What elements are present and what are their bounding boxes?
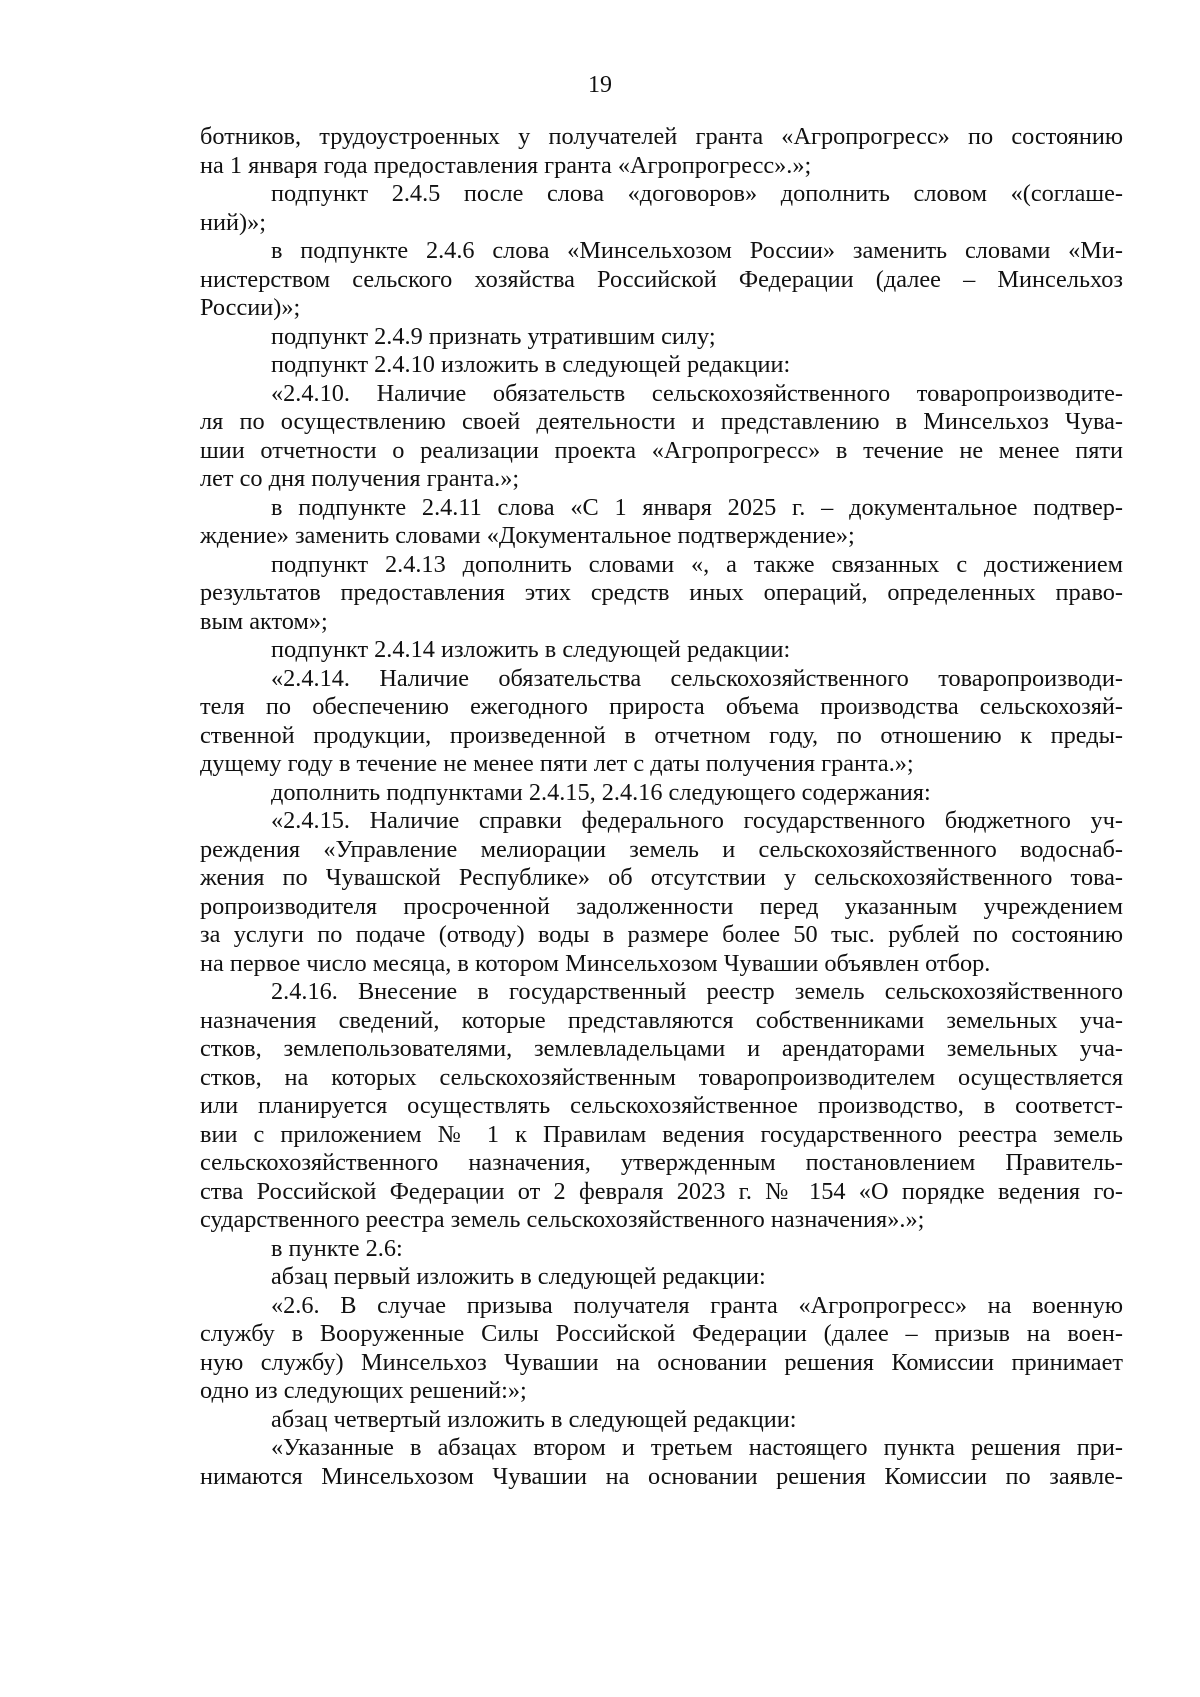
- text-line: «2.4.10. Наличие обязательств сельскохозяйственного товаропроизводите-: [271, 379, 1123, 407]
- text-line: ропроизводителя просроченной задолженности перед указанным учреждением: [200, 892, 1123, 920]
- text-line: назначения сведений, которые представляются собственниками земельных уча-: [200, 1006, 1123, 1034]
- text-line: абзац первый изложить в следующей редакции:: [271, 1263, 766, 1290]
- text-line: реждения «Управление мелиорации земель и сельскохозяйственного водоснаб-: [200, 835, 1123, 863]
- text-line: дущему году в течение не менее пяти лет с даты получения гранта.»;: [200, 750, 914, 777]
- text-line: «2.6. В случае призыва получателя гранта «Агропрогресс» на военную: [271, 1291, 1123, 1319]
- text-line: России)»;: [200, 294, 301, 321]
- text-line: лет со дня получения гранта.»;: [200, 465, 520, 492]
- text-line: на 1 января года предоставления гранта «Агропрогресс».»;: [200, 151, 812, 179]
- text-line: абзац четвертый изложить в следующей редакции:: [271, 1405, 797, 1433]
- text-line: ственной продукции, произведенной в отчетном году, по отношению к преды-: [200, 721, 1123, 749]
- text-line: подпункт 2.4.10 изложить в следующей редакции:: [271, 351, 791, 378]
- text-line: ля по осуществлению своей деятельности и представлению в Минсельхоз Чува-: [200, 408, 1123, 435]
- text-line: одно из следующих решений:»;: [200, 1377, 527, 1404]
- text-line: в подпункте 2.4.11 слова «С 1 января 2025 г. – документальное подтвер-: [271, 493, 1123, 521]
- text-line: стков, на которых сельскохозяйственным товаропроизводителем осуществляется: [200, 1063, 1123, 1091]
- text-line: или планируется осуществлять сельскохозяйственное производство, в соответст-: [200, 1092, 1123, 1119]
- text-line: шии отчетности о реализации проекта «Агропрогресс» в течение не менее пяти: [200, 436, 1123, 464]
- text-line: в пункте 2.6:: [271, 1234, 403, 1262]
- text-line: результатов предоставления этих средств иных операций, определенных право-: [200, 579, 1123, 606]
- text-line: жения по Чувашской Республике» об отсутствии у сельскохозяйственного това-: [200, 864, 1123, 891]
- text-line: ную службу) Минсельхоз Чувашии на основании решения Комиссии принимает: [200, 1348, 1123, 1376]
- text-line: на первое число месяца, в котором Минсельхозом Чувашии объявлен отбор.: [200, 949, 991, 977]
- text-line: «Указанные в абзацах втором и третьем настоящего пункта решения при-: [271, 1434, 1123, 1461]
- text-line: нимаются Минсельхозом Чувашии на основании решения Комиссии по заявле-: [200, 1462, 1123, 1490]
- text-line: ждение» заменить словами «Документальное подтверждение»;: [200, 522, 855, 549]
- page-number: 19: [588, 72, 612, 98]
- text-line: ства Российской Федерации от 2 февраля 2023 г. № 154 «О порядке ведения го-: [200, 1177, 1123, 1205]
- text-line: вии с приложением № 1 к Правилам ведения государственного реестра земель: [200, 1120, 1123, 1148]
- text-line: 2.4.16. Внесение в государственный реестр земель сельскохозяйственного: [271, 978, 1123, 1005]
- text-line: вым актом»;: [200, 607, 328, 635]
- text-line: «2.4.14. Наличие обязательства сельскохозяйственного товаропроизводи-: [271, 664, 1123, 692]
- text-line: нистерством сельского хозяйства Российской Федерации (далее – Минсельхоз: [200, 265, 1123, 293]
- text-line: за услуги по подаче (отводу) воды в размере более 50 тыс. рублей по состоянию: [200, 921, 1123, 948]
- text-line: ботников, трудоустроенных у получателей гранта «Агропрогресс» по состоянию: [200, 123, 1123, 150]
- text-line: службу в Вооруженные Силы Российской Федерации (далее – призыв на воен-: [200, 1320, 1123, 1347]
- text-line: подпункт 2.4.9 признать утратившим силу;: [271, 322, 716, 350]
- text-line: сударственного реестра земель сельскохозяйственного назначения».»;: [200, 1206, 925, 1233]
- text-line: теля по обеспечению ежегодного прироста объема производства сельскохозяй-: [200, 693, 1123, 720]
- text-line: стков, землепользователями, землевладельцами и арендаторами земельных уча-: [200, 1035, 1123, 1062]
- document-body: [200, 123, 1123, 1491]
- text-line: подпункт 2.4.14 изложить в следующей редакции:: [271, 636, 791, 663]
- text-line: ний)»;: [200, 208, 266, 236]
- text-line: в подпункте 2.4.6 слова «Минсельхозом России» заменить словами «Ми-: [271, 237, 1123, 264]
- text-line: «2.4.15. Наличие справки федерального государственного бюджетного уч-: [271, 807, 1123, 834]
- text-line: подпункт 2.4.5 после слова «договоров» дополнить словом «(соглаше-: [271, 180, 1123, 207]
- text-line: подпункт 2.4.13 дополнить словами «, а также связанных с достижением: [271, 550, 1123, 578]
- text-line: дополнить подпунктами 2.4.15, 2.4.16 следующего содержания:: [271, 778, 931, 806]
- text-line: сельскохозяйственного назначения, утвержденным постановлением Правитель-: [200, 1149, 1123, 1176]
